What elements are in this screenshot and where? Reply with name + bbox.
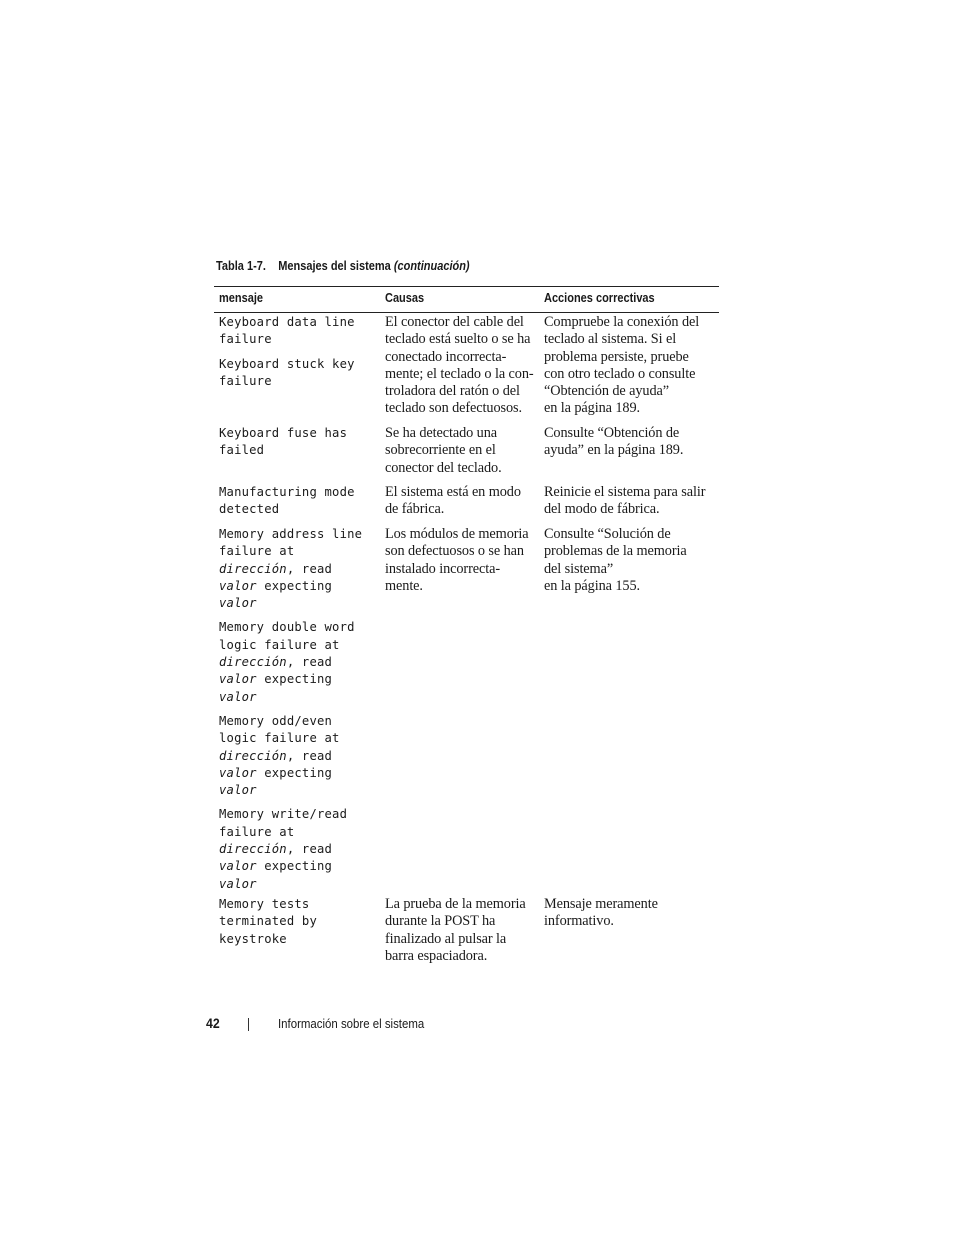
cause-line: teclado está suelto o se ha <box>385 331 531 348</box>
cause-line: instalado incorrecta- <box>385 560 500 577</box>
message-line: keystroke <box>219 931 287 946</box>
message-line: dirección, read <box>219 561 333 576</box>
message-line: valor expecting <box>219 672 333 687</box>
message-line: valor expecting <box>219 578 333 593</box>
cell-causa <box>385 896 526 965</box>
cell-mensaje <box>219 425 347 467</box>
message-line: Memory tests <box>219 897 310 911</box>
cause-line: Los módulos de memoria <box>385 526 529 542</box>
footer-divider <box>248 1018 249 1031</box>
message-code <box>219 713 362 799</box>
message-line: logic failure at <box>219 731 340 746</box>
action-line: “Obtención de ayuda” <box>544 383 670 400</box>
cause-line: sobrecorriente en el <box>385 442 496 459</box>
message-line: valor <box>219 783 257 798</box>
message-line: Memory odd/even <box>219 713 333 728</box>
action-line: en la página 155. <box>544 577 640 594</box>
cell-accion <box>544 314 699 418</box>
action-line: en la página 189. <box>544 400 640 417</box>
cause-line: durante la POST ha <box>385 913 496 930</box>
action-line: del sistema” <box>544 560 614 577</box>
message-code <box>219 484 355 519</box>
message-line: valor <box>219 876 257 891</box>
message-line: failure at <box>219 824 295 839</box>
action-line: del modo de fábrica. <box>544 501 660 518</box>
cell-accion <box>544 526 687 595</box>
caption-title: Mensajes del sistema <box>278 259 391 273</box>
action-line: Consulte “Solución de <box>544 526 671 542</box>
cause-line: conector del teclado. <box>385 459 502 476</box>
message-line: failure at <box>219 544 295 559</box>
cell-mensaje <box>219 484 355 526</box>
cell-mensaje <box>219 314 355 397</box>
cause-line: La prueba de la memoria <box>385 896 526 912</box>
header-acciones: Acciones correctivas <box>544 291 655 305</box>
message-line: valor <box>219 596 257 611</box>
header-causas: Causas <box>385 291 425 305</box>
message-line: Keyboard fuse has <box>219 426 348 440</box>
cause-line: teclado son defectuosos. <box>385 400 522 417</box>
action-line: con otro teclado o consulte <box>544 365 696 382</box>
action-line: Reinicie el sistema para salir <box>544 484 706 500</box>
cause-line: de fábrica. <box>385 501 445 518</box>
message-line: failed <box>219 443 265 458</box>
cell-accion <box>544 425 683 460</box>
table-caption <box>216 259 470 273</box>
message-line: failure <box>219 373 272 388</box>
cause-line: finalizado al pulsar la <box>385 930 507 947</box>
action-line: teclado al sistema. Si el <box>544 331 677 348</box>
caption-label: Tabla 1-7. <box>216 259 266 273</box>
message-line: Memory double word <box>219 620 355 635</box>
message-line: dirección, read <box>219 842 333 857</box>
message-code <box>219 806 362 892</box>
message-line: valor <box>219 689 257 704</box>
cell-causa <box>385 425 502 477</box>
cause-line: troladora del ratón o del <box>385 383 520 400</box>
system-messages-table <box>214 286 719 964</box>
cell-mensaje <box>219 526 362 900</box>
message-line: logic failure at <box>219 637 340 652</box>
message-line: valor expecting <box>219 859 333 874</box>
message-line: Keyboard data line <box>219 315 355 329</box>
message-code <box>219 896 317 948</box>
action-line: informativo. <box>544 913 614 930</box>
action-line: ayuda” en la página 189. <box>544 442 684 459</box>
cause-line: Se ha detectado una <box>385 425 498 441</box>
cell-causa <box>385 484 521 519</box>
message-line: terminated by <box>219 914 317 929</box>
message-line: Memory address line <box>219 527 363 541</box>
footer-section-title: Información sobre el sistema <box>278 1016 425 1031</box>
message-line: Manufacturing mode <box>219 485 355 499</box>
cause-line: El conector del cable del <box>385 314 524 330</box>
message-line: failure <box>219 332 272 347</box>
message-line: detected <box>219 502 280 517</box>
message-line: dirección, read <box>219 748 333 763</box>
cell-causa <box>385 526 529 595</box>
action-line: problema persiste, pruebe <box>544 348 689 365</box>
action-line: Consulte “Obtención de <box>544 425 680 441</box>
header-mensaje: mensaje <box>219 291 264 305</box>
cell-accion <box>544 484 705 519</box>
message-code <box>219 314 355 349</box>
cause-line: son defectuosos o se han <box>385 543 524 560</box>
cell-accion <box>544 896 658 931</box>
cause-line: El sistema está en modo <box>385 484 521 500</box>
cause-line: mente; el teclado o la con- <box>385 365 534 382</box>
message-code <box>219 526 362 612</box>
action-line: Mensaje meramente <box>544 896 658 912</box>
table-header <box>214 286 719 313</box>
caption-subtitle: (continuación) <box>393 259 470 273</box>
message-line: valor expecting <box>219 765 333 780</box>
message-code <box>219 619 362 705</box>
action-line: Compruebe la conexión del <box>544 314 700 330</box>
page-number: 42 <box>206 1015 220 1031</box>
cause-line: barra espaciadora. <box>385 947 488 964</box>
message-line: dirección, read <box>219 655 333 670</box>
message-line: Memory write/read <box>219 807 348 822</box>
message-code <box>219 356 355 391</box>
message-line: Keyboard stuck key <box>219 356 355 371</box>
action-line: problemas de la memoria <box>544 543 687 560</box>
cell-causa <box>385 314 534 418</box>
cause-line: conectado incorrecta- <box>385 348 507 365</box>
cell-mensaje <box>219 896 317 955</box>
message-code <box>219 425 347 460</box>
cause-line: mente. <box>385 577 423 594</box>
